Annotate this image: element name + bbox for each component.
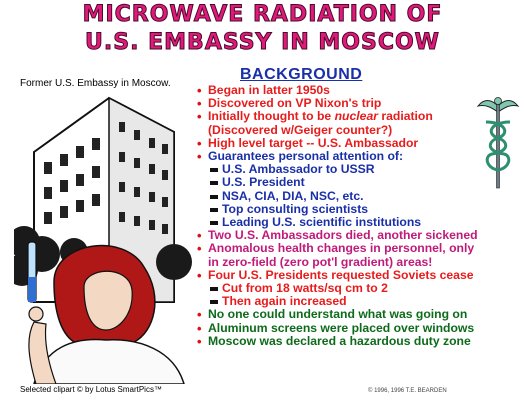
- bullet-presidents-requested: • Four U.S. Presidents requested Soviets cease: [196, 269, 522, 282]
- bullet-discovered-nixon-trip: • Discovered on VP Nixon's trip: [196, 97, 522, 110]
- sub-bullet-ambassador-ussr: U.S. Ambassador to USSR: [196, 163, 522, 176]
- sub-bullet-cut-watts: Cut from 18 watts/sq cm to 2: [196, 282, 522, 295]
- sub-bullet-institutions: Leading U.S. scientific institutions: [196, 216, 522, 229]
- sub-bullet-increased: Then again increased: [196, 295, 522, 308]
- bullet-hazardous-duty: • Moscow was declared a hazardous duty zone: [196, 335, 522, 348]
- bullet-health-changes: • Anomalous health changes in personnel, only: [196, 242, 522, 255]
- bullet-ambassadors-died: • Two U.S. Ambassadors died, another sickened: [196, 229, 522, 242]
- copyright-notice: © 1996, 1996 T.E. BEARDEN: [368, 388, 447, 394]
- bullet-geiger-counter: (Discovered w/Geiger counter?): [208, 122, 393, 137]
- background-bullet-list: [196, 84, 522, 348]
- sub-bullet-agencies: NSA, CIA, DIA, NSC, etc.: [196, 190, 522, 203]
- photo-caption: Former U.S. Embassy in Moscow.: [20, 78, 171, 89]
- background-heading: BACKGROUND: [240, 66, 363, 83]
- bullet-target-ambassador: • High level target -- U.S. Ambassador: [196, 137, 522, 150]
- bullet-began-1950s: • Began in latter 1950s: [196, 84, 522, 97]
- bullet-zero-field: in zero-field (zero pot'l gradient) areas!: [208, 254, 433, 269]
- slide-title-line-1: MICROWAVE RADIATION OF: [82, 2, 443, 27]
- sub-bullet-president: U.S. President: [196, 176, 522, 189]
- bullet-thought-nuclear: • Initially thought to be nuclear radiation: [196, 110, 522, 123]
- bullet-aluminum-screens: • Aluminum screens were placed over windows: [196, 322, 522, 335]
- clipart-credit: Selected clipart © by Lotus SmartPics™: [20, 385, 162, 394]
- embassy-clipart-illustration: [14, 92, 192, 384]
- bullet-personal-attention: • Guarantees personal attention of:: [196, 150, 522, 163]
- sub-bullet-scientists: Top consulting scientists: [196, 203, 522, 216]
- slide-title-line-2: U.S. EMBASSY IN MOSCOW: [85, 30, 440, 55]
- bullet-no-one-understood: • No one could understand what was going on: [196, 308, 522, 321]
